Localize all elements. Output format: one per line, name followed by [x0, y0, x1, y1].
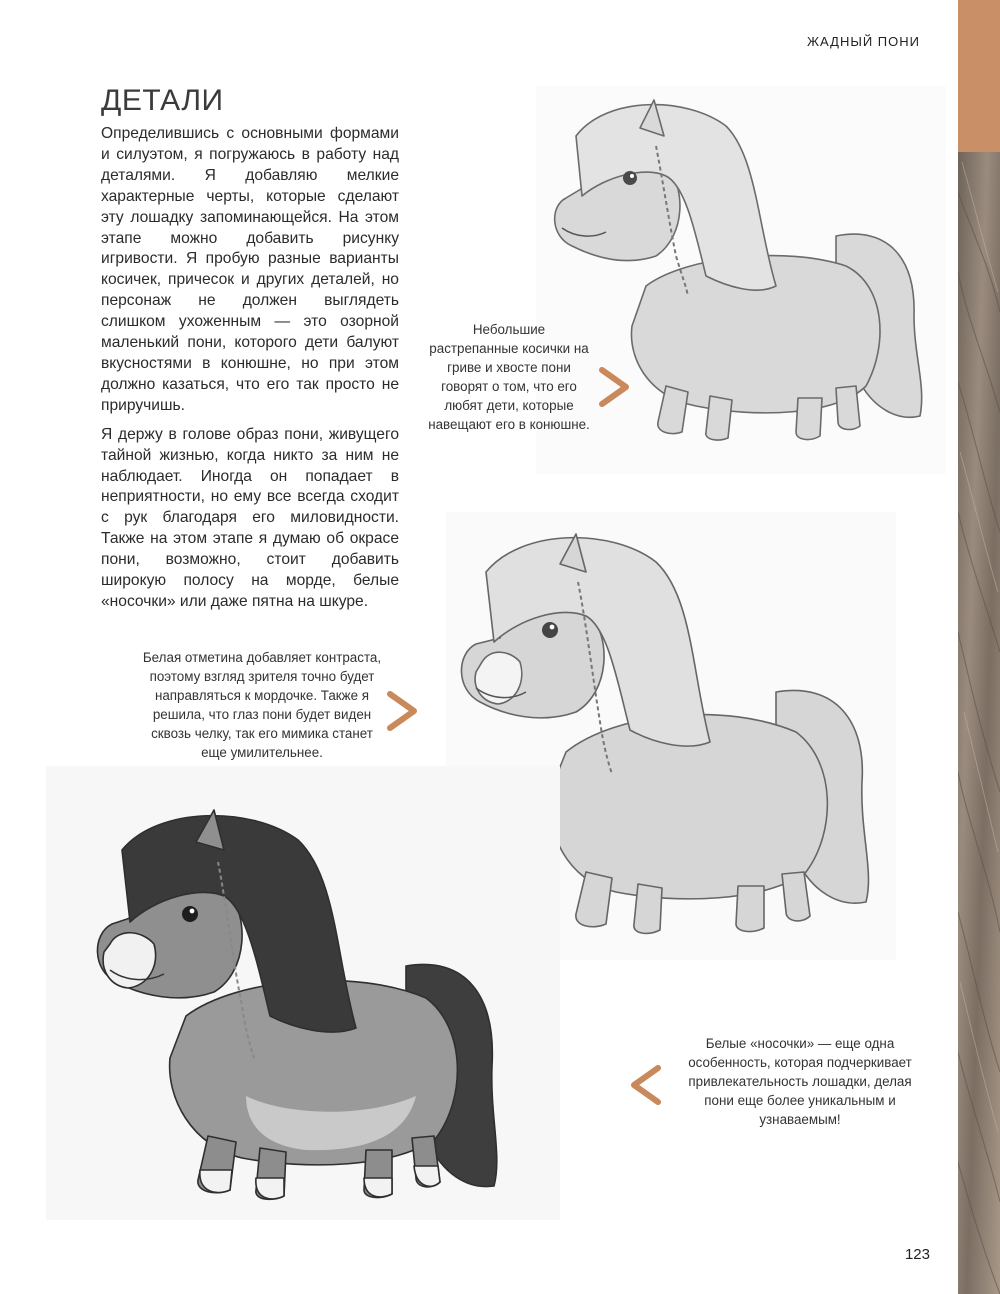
- caption-socks: Белые «носочки» — еще одна особенность, которая подчеркивает привлекательность лошадки, делая пони еще более уникальным и узнаваемым!: [688, 1036, 912, 1127]
- body-text: [101, 124, 399, 621]
- pony-sketch-light-top: [536, 86, 946, 474]
- edge-color-tab: [958, 0, 1000, 152]
- section-title: ДЕТАЛИ: [101, 84, 224, 117]
- page-number: 123: [904, 1246, 930, 1263]
- chevron-left-icon: [628, 1064, 662, 1106]
- page-edge-decoration: [958, 0, 1000, 1294]
- chevron-right-icon: [386, 690, 420, 732]
- chevron-right-icon: [598, 366, 632, 408]
- caption-white-marking: Белая отметина добавляет контраста, поэтому взгляд зрителя точно будет направляться к мордочке. Также я решила, что глаз пони будет виден сквозь челку, так его мимика станет еще умилительнее.: [142, 650, 382, 760]
- paragraph: Я держу в голове образ пони, живущего тайной жизнью, когда никто за ним не наблюдает. Иногда он попадает в неприятности, но ему все всегда сходит с рук благодаря его миловидности. Также на этом этапе я думаю об окрасе пони, возможно, стоит добавить широкую полосу на морде, белые «носочки» или даже пятна на шкуре.: [101, 425, 399, 610]
- fur-texture-strip: [958, 152, 1000, 1294]
- caption-braids: Небольшие растрепанные косички на гриве и хвосте пони говорят о том, что его любят дети, которые навещают его в конюшне.: [428, 322, 590, 432]
- running-title: ЖАДНЫЙ ПОНИ: [807, 34, 920, 49]
- pony-sketch-shaded: [46, 766, 560, 1220]
- paragraph: Определившись с основными формами и силуэтом, я погружаюсь в работу над деталями. Я добавляю мелкие характерные черты, которые сделают эту лошадку запоминающейся. На этом этапе можно добавить рисунку игривости. Я пробую разные варианты косичек, причесок и других деталей, но персонаж не должен выглядеть слишком ухоженным — это озорной маленький пони, которого дети балуют вкусностями в конюшне, но при этом должно казаться, что его так просто не приручишь.: [101, 125, 399, 414]
